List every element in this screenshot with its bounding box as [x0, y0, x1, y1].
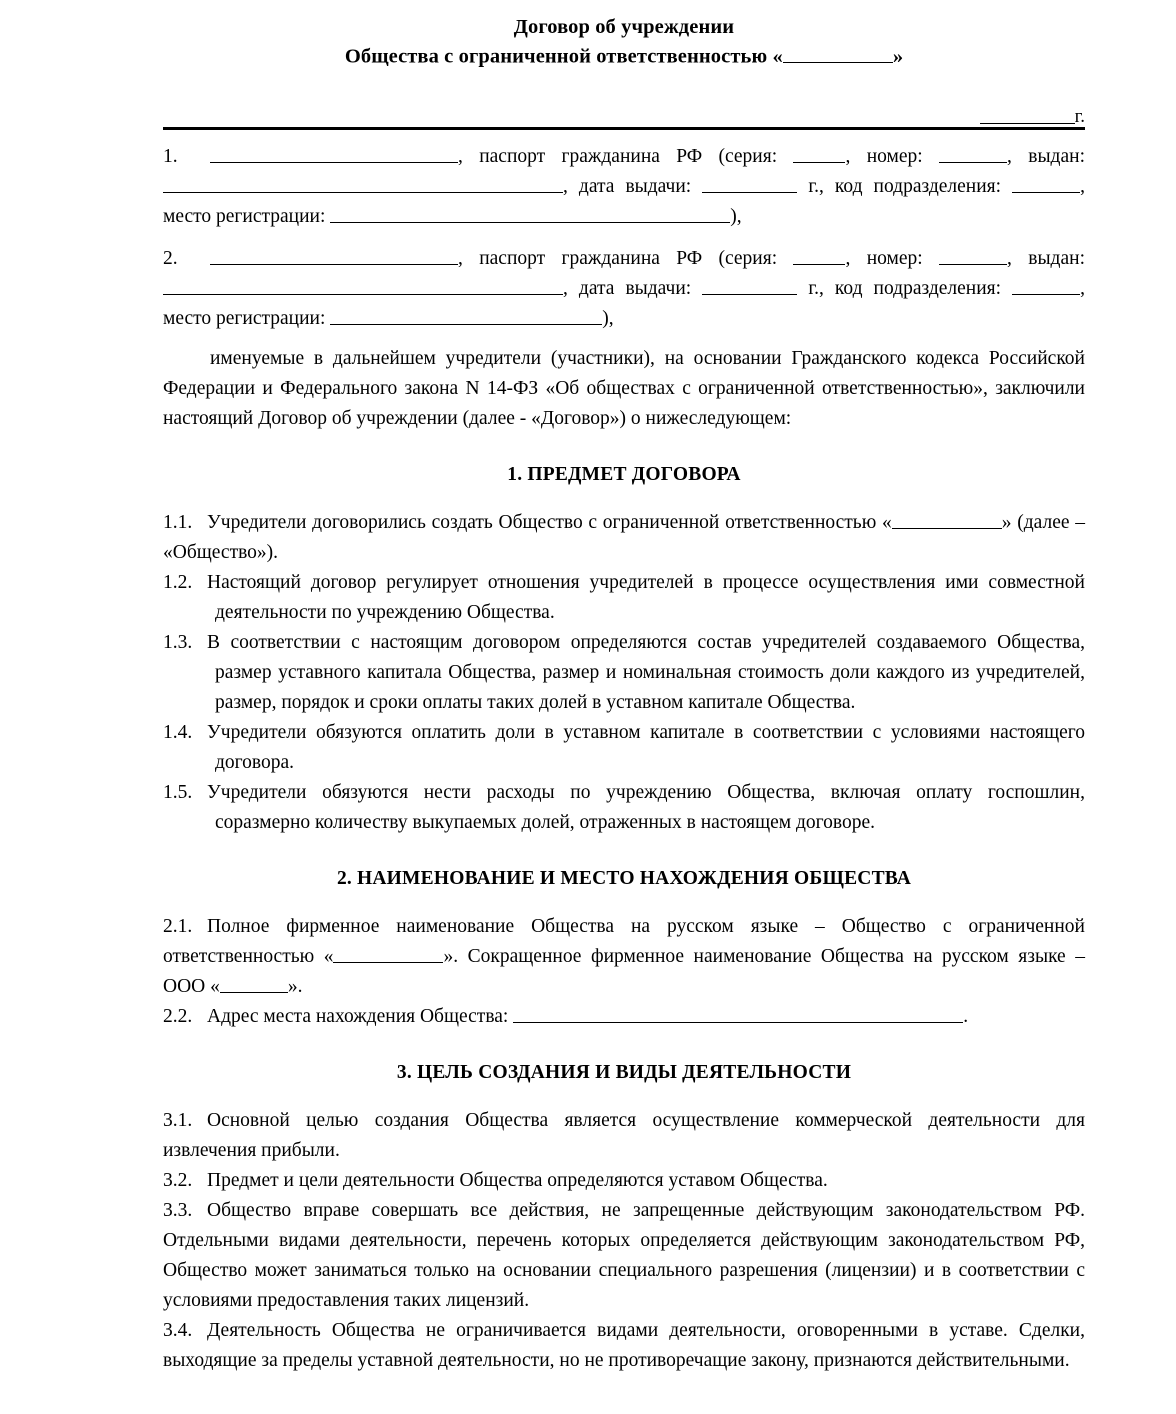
clause-1-2-text: Настоящий договор регулирует отношения учредителей в процессе осуществления ими совместной деятельности по учреждению Общества. — [207, 572, 1085, 624]
clause-3-2-text: Предмет и цели деятельности Общества определяются уставом Общества. — [207, 1170, 828, 1192]
clause-1-1-text-after: » (далее – «Общество»). — [163, 512, 1085, 564]
clause-1-3 — [163, 628, 1085, 718]
clause-3-2-number: 3.2. — [163, 1170, 193, 1192]
party-1-seg1: , паспорт гражданина РФ (серия: — [458, 146, 778, 168]
party-2-seg6: , место регистрации: — [163, 278, 1085, 330]
city-date-row — [163, 104, 1085, 126]
clause-3-3-number: 3.3. — [163, 1200, 193, 1222]
clause-3-4-text: Деятельность Общества не ограничивается видами деятельности, оговоренными в уставе. Сделки, выходящие за пределы уставной деятельности, но не противоречащие закону, признаются действительными. — [163, 1320, 1085, 1372]
party-1-fullname-blank[interactable] — [210, 144, 458, 164]
party-1-number: 1. — [163, 146, 178, 168]
preamble-paragraph: именуемые в дальнейшем учредители (участники), на основании Гражданского кодекса Российской Федерации и Федерального закона N 14-ФЗ «Об обществах с ограниченной ответственностью», заключили настоящий Договор об учреждении (далее - «Договор») о нижеследующем: — [163, 348, 1085, 430]
clause-1-5-number: 1.5. — [163, 782, 193, 804]
company-name-blank-1-1[interactable] — [892, 510, 1002, 530]
clause-3-3 — [163, 1196, 1085, 1316]
party-1-passport-series-blank[interactable] — [793, 144, 845, 164]
clause-1-3-number: 1.3. — [163, 632, 193, 654]
clause-3-4-number: 3.4. — [163, 1320, 193, 1342]
party-2-passport-number-blank[interactable] — [939, 246, 1007, 266]
clause-2-1-part2: ». Сокращенное фирменное наименование Общества на русском языке – ООО « — [163, 946, 1085, 998]
clause-2-2 — [163, 1002, 1085, 1032]
clause-3-1-number: 3.1. — [163, 1110, 193, 1132]
party-2-issue-date-blank[interactable] — [702, 276, 797, 296]
clause-2-2-number: 2.2. — [163, 1006, 193, 1028]
clause-2-1-part3: ». — [287, 976, 303, 998]
party-entry-1 — [163, 142, 1085, 232]
party-2-seg2: , номер: — [845, 248, 923, 270]
party-1-issued-by-blank[interactable] — [163, 174, 563, 194]
clause-3-1-text: Основной целью создания Общества является осуществление коммерческой деятельности для извлечения прибыли. — [163, 1110, 1085, 1162]
clause-1-1 — [163, 508, 1085, 568]
party-2-seg3: , выдан: — [1007, 248, 1085, 270]
party-1-seg5: г., код подразделения: — [808, 176, 1002, 198]
party-1-seg7: ), — [730, 206, 742, 228]
company-name-blank-title[interactable] — [783, 43, 893, 63]
clause-3-4 — [163, 1316, 1085, 1376]
section-heading-1: 1. ПРЕДМЕТ ДОГОВОРА — [507, 464, 741, 486]
company-short-name-blank[interactable] — [220, 974, 288, 994]
document-title — [163, 14, 1085, 70]
clause-2-1 — [163, 912, 1085, 1002]
party-2-number: 2. — [163, 248, 178, 270]
document-title-line2-suffix: » — [892, 45, 904, 68]
party-2-registration-address-blank[interactable] — [330, 306, 602, 326]
party-1-seg2: , номер: — [845, 146, 923, 168]
clause-1-2 — [163, 568, 1085, 628]
company-address-blank[interactable] — [513, 1004, 963, 1024]
document-title-line1: Договор об учреждении — [513, 16, 735, 38]
clause-1-4 — [163, 718, 1085, 778]
party-1-passport-number-blank[interactable] — [939, 144, 1007, 164]
clause-3-1 — [163, 1106, 1085, 1166]
section-heading-2: 2. НАИМЕНОВАНИЕ И МЕСТО НАХОЖДЕНИЯ ОБЩЕСТВА — [336, 868, 912, 890]
clause-2-2-trailing: . — [963, 1006, 969, 1028]
party-2-seg7: ), — [602, 308, 614, 330]
clause-3-3-text: Общество вправе совершать все действия, не запрещенные действующим законодательством РФ. Отдельными видами деятельности, перечень которых определяется действующим законодательством РФ, Общество может заниматься только на основании специального разрешения (лицензии) и в соответствии с условиями предоставления таких лицензий. — [163, 1200, 1085, 1312]
party-2-fullname-blank[interactable] — [210, 246, 458, 266]
clause-2-2-text: Адрес места нахождения Общества: — [207, 1006, 509, 1028]
party-2-seg1: , паспорт гражданина РФ (серия: — [458, 248, 778, 270]
header-divider-rule — [163, 127, 1085, 130]
city-date-blank[interactable] — [980, 104, 1075, 123]
clause-1-2-number: 1.2. — [163, 572, 193, 594]
party-entry-2 — [163, 244, 1085, 334]
clause-2-1-number: 2.1. — [163, 916, 193, 938]
clause-3-2 — [163, 1166, 1085, 1196]
party-2-seg5: г., код подразделения: — [808, 278, 1002, 300]
party-1-seg4: , дата выдачи: — [563, 176, 692, 198]
document-title-line2-prefix: Общества с ограниченной ответственностью « — [344, 45, 783, 68]
section-2-body — [163, 912, 1085, 1032]
party-1-registration-address-blank[interactable] — [330, 204, 730, 224]
party-1-seg3: , выдан: — [1007, 146, 1085, 168]
party-1-issue-date-blank[interactable] — [702, 174, 797, 194]
clause-1-4-number: 1.4. — [163, 722, 193, 744]
party-2-department-code-blank[interactable] — [1012, 276, 1080, 296]
clause-1-4-text: Учредители обязуются оплатить доли в уставном капитале в соответствии с условиями настоящего договора. — [207, 722, 1085, 774]
clause-1-5-text: Учредители обязуются нести расходы по учреждению Общества, включая оплату госпошлин, соразмерно количеству выкупаемых долей, отраженных в настоящем договоре. — [207, 782, 1085, 834]
party-1-department-code-blank[interactable] — [1012, 174, 1080, 194]
section-3-body — [163, 1106, 1085, 1376]
party-2-issued-by-blank[interactable] — [163, 276, 563, 296]
document-title-line2 — [163, 43, 1085, 70]
clause-2-1-part1: Полное фирменное наименование Общества на русском языке – Общество с ограниченной ответственностью « — [163, 916, 1085, 968]
party-2-seg4: , дата выдачи: — [563, 278, 692, 300]
party-1-seg6: , место регистрации: — [163, 176, 1085, 228]
city-date-suffix: г. — [1074, 106, 1085, 128]
clause-1-5 — [163, 778, 1085, 838]
clause-1-1-number: 1.1. — [163, 512, 193, 534]
section-heading-3: 3. ЦЕЛЬ СОЗДАНИЯ И ВИДЫ ДЕЯТЕЛЬНОСТИ — [396, 1062, 852, 1084]
clause-1-3-text: В соответствии с настоящим договором определяются состав учредителей создаваемого Общества, размер уставного капитала Общества, размер и номинальная стоимость доли каждого из учредителей, размер, порядок и сроки оплаты таких долей в уставном капитале Общества. — [207, 632, 1085, 714]
party-2-passport-series-blank[interactable] — [793, 246, 845, 266]
clause-1-1-text-before: Учредители договорились создать Общество с ограниченной ответственностью « — [207, 512, 892, 534]
company-full-name-blank[interactable] — [333, 944, 443, 964]
